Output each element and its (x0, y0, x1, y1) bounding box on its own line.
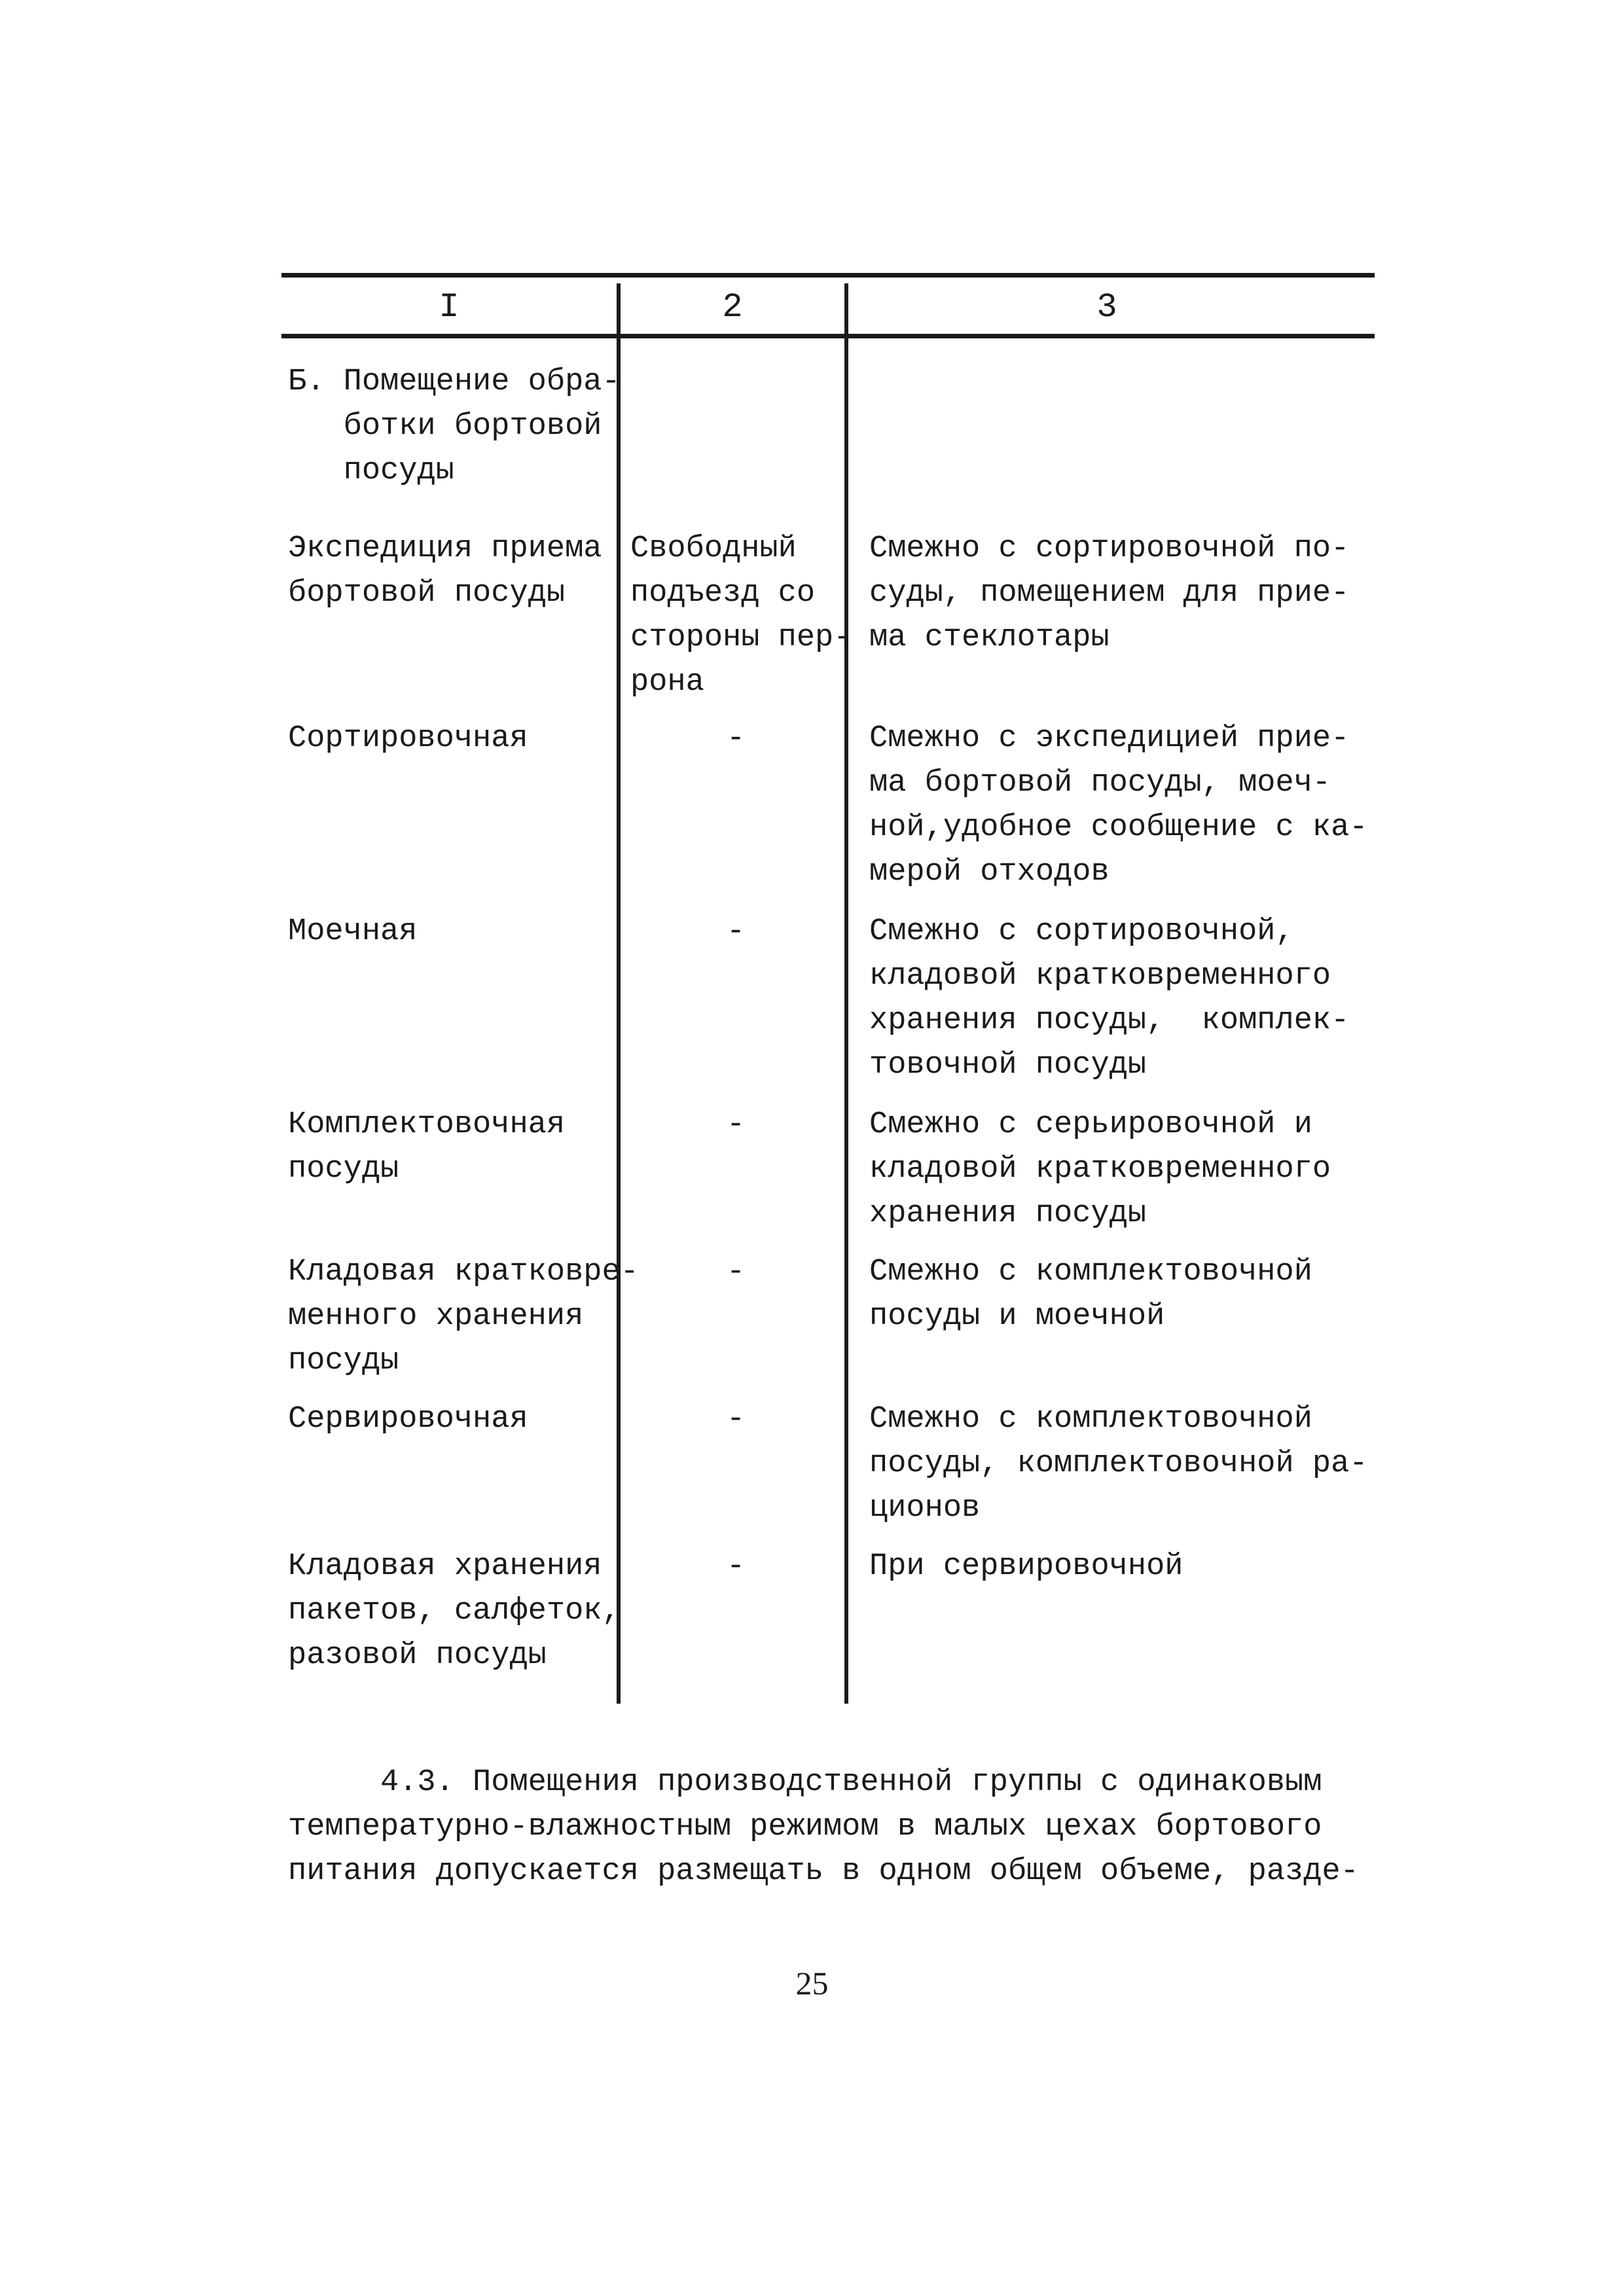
row-4-location: Смежно с серьировочной и кладовой кратковременного хранения посуды (869, 1107, 1331, 1231)
column-header-1: I (439, 288, 460, 327)
row-5-room: Кладовая кратковре- менного хранения посуды (288, 1255, 639, 1378)
section-title: Б. Помещение обра- ботки бортовой посуды (288, 365, 621, 488)
row-5-access: - (727, 1255, 746, 1289)
row-3-access: - (727, 914, 746, 949)
row-2-access: - (727, 721, 746, 756)
row-1-location: Смежно с сортировочной по- суды, помещением для прие- ма стеклотары (869, 531, 1350, 655)
row-2-location: Смежно с экспедицией прие- ма бортовой посуды, моеч- ной,удобное сообщение с ка- мерой отходов (869, 721, 1368, 889)
paragraph-4-3: 4.3. Помещения производственной группы с одинаковым температурно-влажностным режимом в малых цехах бортового питания допускается размещать в одном общем объеме, разде- (288, 1765, 1359, 1889)
header-rule (281, 334, 1375, 338)
row-7-room: Кладовая хранения пакетов, салфеток, разовой посуды (288, 1549, 621, 1673)
column-divider-2 (844, 283, 848, 1704)
row-5-location: Смежно с комплектовочной посуды и моечной (869, 1255, 1312, 1334)
row-1-room: Экспедиция приема бортовой посуды (288, 531, 602, 611)
rooms-table (281, 265, 1381, 1712)
row-6-access: - (727, 1402, 746, 1437)
row-1-access: Свободный подъезд со стороны пер- рона (630, 531, 852, 700)
page-number: 25 (795, 1965, 829, 2001)
column-header-3: 3 (1096, 288, 1117, 327)
row-6-room: Сервировочная (288, 1402, 528, 1437)
row-4-access: - (727, 1107, 746, 1142)
row-3-room: Моечная (288, 914, 418, 949)
row-7-access: - (727, 1549, 746, 1584)
row-3-location: Смежно с сортировочной, кладовой кратковременного хранения посуды, комплек- товочной посуды (869, 914, 1350, 1083)
row-7-location: При сервировочной (869, 1549, 1183, 1584)
table-top-rule (281, 273, 1375, 278)
column-divider-1 (617, 283, 621, 1704)
column-header-2: 2 (722, 288, 743, 327)
row-4-room: Комплектовочная посуды (288, 1107, 566, 1187)
row-6-location: Смежно с комплектовочной посуды, комплектовочной ра- ционов (869, 1402, 1368, 1526)
row-2-room: Сортировочная (288, 721, 528, 756)
